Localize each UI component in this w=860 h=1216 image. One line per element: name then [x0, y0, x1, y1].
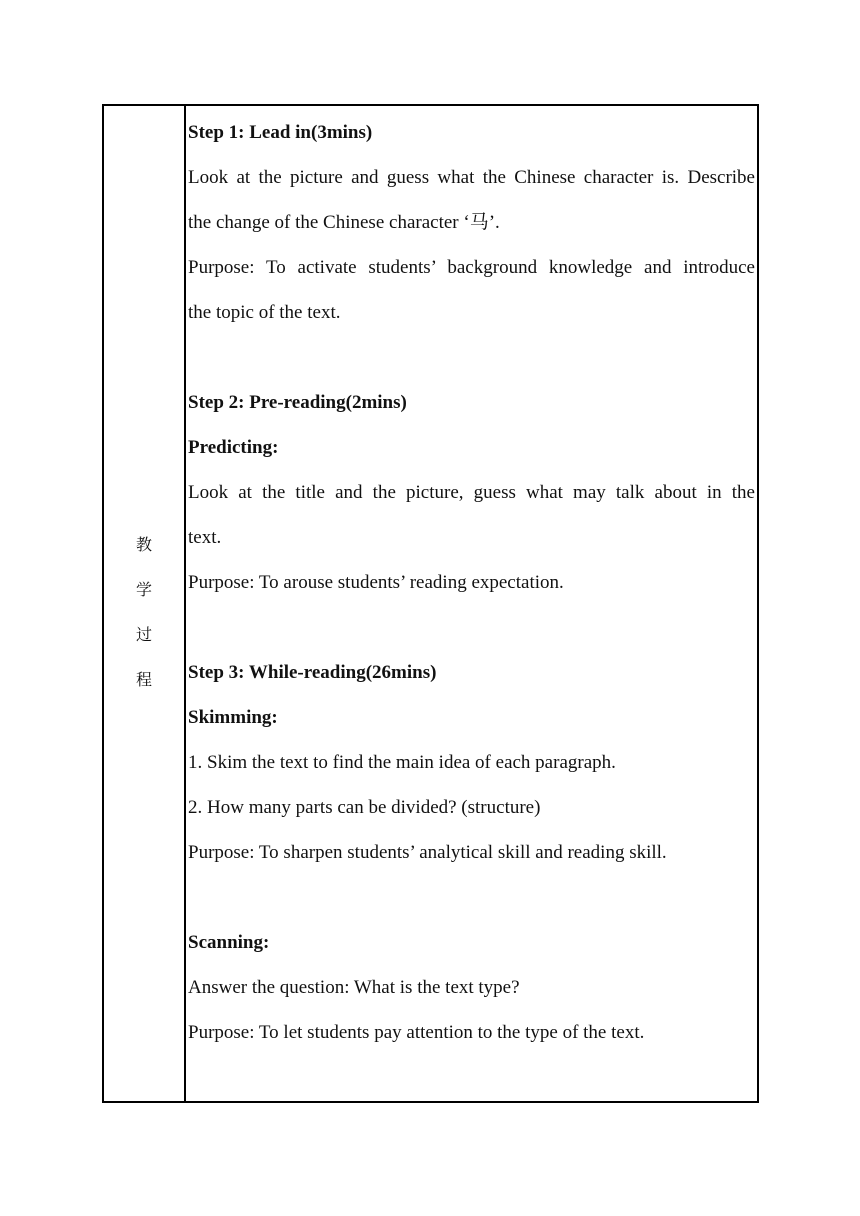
step2-purpose: Purpose: To arouse students’ reading expectation. [188, 572, 564, 593]
label-char: 学 [135, 580, 152, 599]
step2-title: Step 2: Pre-reading(2mins) [188, 392, 407, 413]
skimming-purpose: Purpose: To sharpen students’ analytical skill and reading skill. [188, 842, 667, 863]
step2-subtitle: Predicting: [188, 437, 279, 458]
spacer [188, 335, 755, 380]
scanning-subtitle: Scanning: [188, 932, 270, 953]
step1-text-line: Look at the picture and guess what the Chinese character is. Describe [188, 167, 755, 188]
skimming-subtitle: Skimming: [188, 707, 278, 728]
scanning-purpose: Purpose: To let students pay attention to the type of the text. [188, 1022, 645, 1043]
content-cell [186, 106, 757, 1101]
spacer [188, 605, 755, 650]
scanning-text: Answer the question: What is the text type? [188, 977, 520, 998]
label-char: 程 [135, 670, 152, 689]
label-char: 过 [135, 625, 152, 644]
step2-text-line: Look at the title and the picture, guess what may talk about in the [188, 482, 755, 503]
step3-title: Step 3: While-reading(26mins) [188, 662, 437, 683]
spacer [188, 875, 755, 920]
step1-text-line: the change of the Chinese character ‘马’. [188, 212, 500, 233]
step1-purpose-line: the topic of the text. [188, 302, 341, 323]
teaching-process-label [104, 522, 184, 702]
skimming-item: 2. How many parts can be divided? (structure) [188, 797, 541, 818]
section-label-cell [104, 106, 186, 1101]
label-char: 教 [135, 535, 152, 554]
step1-purpose-line: Purpose: To activate students’ background knowledge and introduce [188, 257, 755, 278]
step1-title: Step 1: Lead in(3mins) [188, 122, 373, 143]
skimming-item: 1. Skim the text to find the main idea of each paragraph. [188, 752, 616, 773]
lesson-plan-table [102, 104, 759, 1103]
step2-text-line: text. [188, 527, 222, 548]
